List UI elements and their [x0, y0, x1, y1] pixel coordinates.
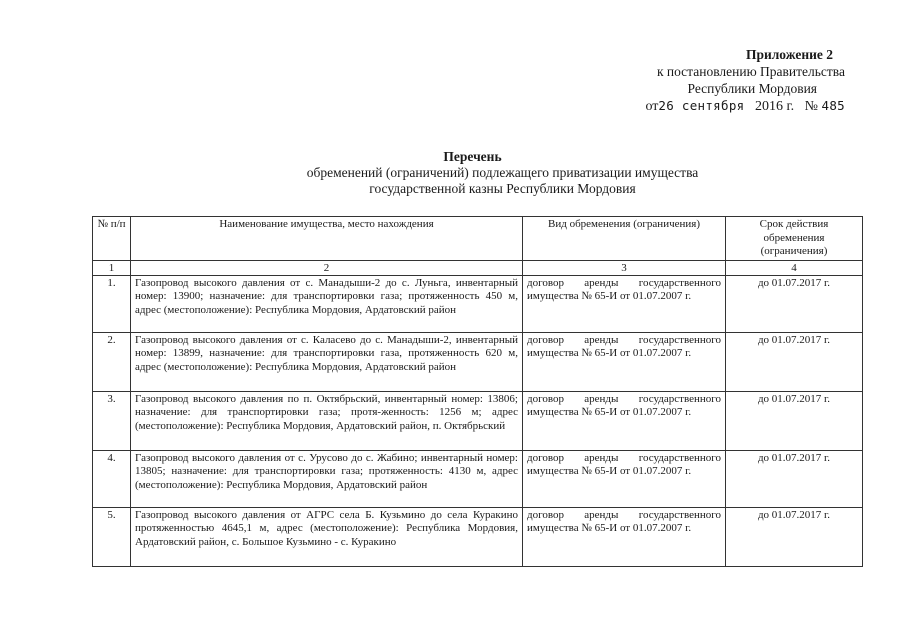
row-number: 4.	[93, 450, 131, 507]
column-number: 4	[726, 260, 863, 275]
column-number: 2	[131, 260, 523, 275]
row-encumbrance-type: договор аренды государственного имущества № 65-И от 01.07.2007 г.	[523, 275, 726, 332]
number-handwritten: 485	[821, 98, 845, 113]
column-number: 1	[93, 260, 131, 275]
row-description: Газопровод высокого давления от АГРС села Б. Кузьмино до села Куракино протяженностью 4645,1 м, адрес (местоположение): Республика Мордовия, Ардатовский район, с. Большое Кузьмино - с. Куракино	[131, 507, 523, 566]
row-term: до 01.07.2017 г.	[726, 450, 863, 507]
table-row	[93, 450, 863, 507]
header-type: Вид обременения (ограничения)	[523, 217, 726, 261]
appendix-line-2: Республики Мордовия	[687, 81, 817, 96]
table-row	[93, 507, 863, 566]
row-number: 5.	[93, 507, 131, 566]
header-name: Наименование имущества, место нахождения	[131, 217, 523, 261]
column-number: 3	[523, 260, 726, 275]
appendix-line-1: к постановлению Правительства	[656, 64, 845, 79]
row-encumbrance-type: договор аренды государственного имущества № 65-И от 01.07.2007 г.	[523, 507, 726, 566]
appendix-block	[645, 46, 845, 115]
row-term: до 01.07.2017 г.	[726, 391, 863, 450]
table-header-row	[93, 217, 863, 261]
number-label: №	[804, 99, 819, 114]
heading-title: Перечень	[443, 149, 502, 164]
date-prefix: от	[645, 99, 659, 114]
row-encumbrance-type: договор аренды государственного имущества № 65-И от 01.07.2007 г.	[523, 332, 726, 391]
table-row	[93, 275, 863, 332]
appendix-date-line	[645, 97, 845, 115]
row-description: Газопровод высокого давления от с. Манадыши-2 до с. Луньга, инвентарный номер: 13900; назначение: для транспортировки газа; протяженность 450 м, адрес (местоположение): Республика Мордовия, Ардатовский район	[131, 275, 523, 332]
row-description: Газопровод высокого давления от с. Каласево до с. Манадыши-2, инвентарный номер: 13899, назначение: для транспортировки газа, протяженность 620 м, адрес (местоположение): Республика Мордовия, Ардатовский район	[131, 332, 523, 391]
header-term: Срок действия обременения (ограничения)	[726, 217, 863, 261]
appendix-title: Приложение 2	[745, 47, 833, 62]
column-number-row	[93, 260, 863, 275]
row-encumbrance-type: договор аренды государственного имущества № 65-И от 01.07.2007 г.	[523, 450, 726, 507]
table-row	[93, 391, 863, 450]
date-handwritten: 26 сентября	[658, 98, 745, 113]
row-number: 1.	[93, 275, 131, 332]
header-number: № п/п	[93, 217, 131, 261]
row-encumbrance-type: договор аренды государственного имущества № 65-И от 01.07.2007 г.	[523, 391, 726, 450]
table-row	[93, 332, 863, 391]
row-term: до 01.07.2017 г.	[726, 332, 863, 391]
list-heading	[0, 149, 905, 197]
row-number: 2.	[93, 332, 131, 391]
row-term: до 01.07.2017 г.	[726, 275, 863, 332]
row-term: до 01.07.2017 г.	[726, 507, 863, 566]
row-description: Газопровод высокого давления по п. Октябрьский, инвентарный номер: 13806; назначение: для транспортировки газа; протя-женность: 1256 м; адрес (местоположение): Республика Мордовия, Ардатовский район, п. Октябрьский	[131, 391, 523, 450]
date-year: 2016 г.	[754, 99, 795, 114]
heading-line-3: государственной казны Республики Мордовия	[369, 181, 636, 196]
row-number: 3.	[93, 391, 131, 450]
heading-line-2: обременений (ограничений) подлежащего приватизации имущества	[306, 165, 699, 180]
encumbrance-table	[92, 216, 863, 567]
row-description: Газопровод высокого давления от с. Урусово до с. Жабино; инвентарный номер: 13805; назначение: для транспортировки газа; протяженность: 4130 м, адрес (местоположение): Республика Мордовия, Ардатовский район	[131, 450, 523, 507]
